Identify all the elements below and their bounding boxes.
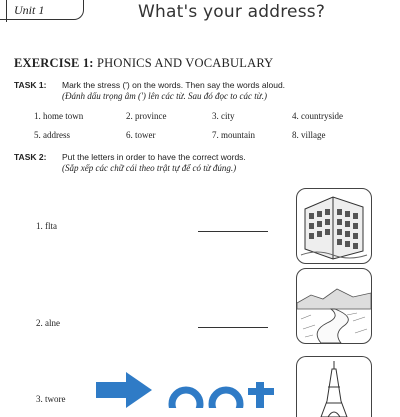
exercise-name: PHONICS AND VOCABULARY xyxy=(96,56,274,70)
word-item: 3. city xyxy=(212,111,235,121)
word-item: 6. tower xyxy=(126,130,156,140)
task1-instruction: Mark the stress (') on the words. Then say the words aloud. xyxy=(62,80,286,90)
word-item: 5. address xyxy=(34,130,70,140)
task1-instruction-vi: (Đánh dấu trọng âm (') lên các từ. Sau đó đọc to các từ.) xyxy=(62,91,267,101)
answer-line[interactable] xyxy=(198,326,268,328)
task1-label: TASK 1: xyxy=(14,80,47,90)
scramble-item: 3. twore xyxy=(36,394,66,404)
scramble-item: 1. flta xyxy=(36,221,57,231)
word-item: 8. village xyxy=(292,130,326,140)
building-icon xyxy=(297,189,371,263)
watermark-logo-icon xyxy=(96,368,286,408)
exercise-number: EXERCISE 1: xyxy=(14,56,94,70)
unit-label: Unit 1 xyxy=(14,3,45,17)
exercise-title xyxy=(14,56,273,71)
answer-line[interactable] xyxy=(198,230,268,232)
word-item: 2. province xyxy=(126,111,167,121)
scramble-item: 2. alne xyxy=(36,318,60,328)
page-title: What's your address? xyxy=(138,2,326,22)
tower-icon xyxy=(297,357,371,417)
task2-instruction: Put the letters in order to have the correct words. xyxy=(62,152,246,162)
word-item: 7. mountain xyxy=(212,130,255,140)
word-item: 1. home town xyxy=(34,111,84,121)
lane-icon xyxy=(297,269,371,343)
tower-picture xyxy=(296,356,372,417)
lane-picture xyxy=(296,268,372,344)
task2-label: TASK 2: xyxy=(14,152,47,162)
building-picture xyxy=(296,188,372,264)
word-item: 4. countryside xyxy=(292,111,343,121)
task2-instruction-vi: (Sắp xếp các chữ cái theo trật tự để có từ đúng.) xyxy=(62,163,237,173)
unit-tab xyxy=(0,0,84,20)
